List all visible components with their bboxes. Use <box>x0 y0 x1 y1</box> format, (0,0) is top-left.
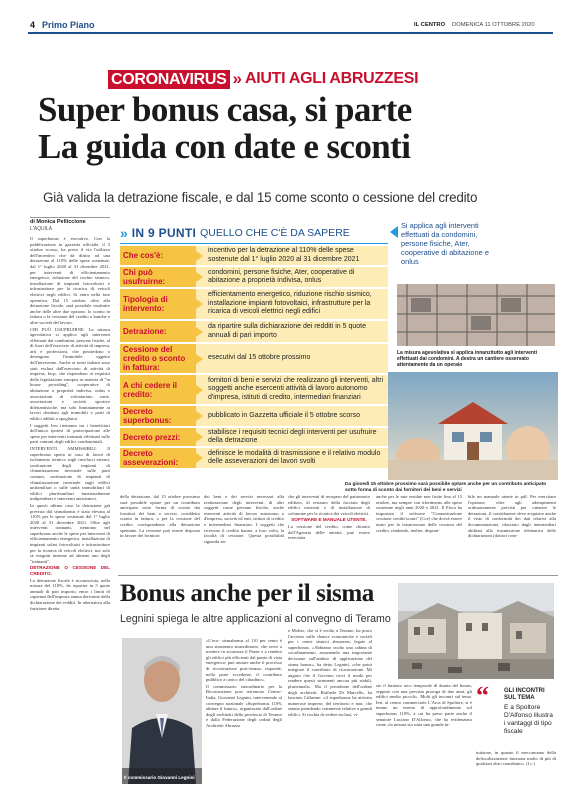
sidebar-title: GLI INCONTRI SUL TEMA <box>504 688 545 701</box>
newspaper-name: IL CENTRO <box>414 22 446 28</box>
page-number: 4 <box>30 20 36 30</box>
infobox-table <box>120 246 388 466</box>
paragraph: bile un manuale utente in pdf. Per esercitare l'opzione, oltre agli adempimenti ordinariamente previsti per ottenere le detrazioni, il contribuente deve acquisire anche il visto di conformità dei dati relativi alla documentazione, rilasciato dagli intermediari abilitati alla trasmissione telematica delle dichiarazioni (dottori com- <box>468 494 556 539</box>
infobox-title <box>120 224 350 242</box>
infobox-row <box>120 267 388 287</box>
sidebar-text: E a Spoltore D'Alfonso illustra i vantaggi di tipo fiscale <box>504 704 553 735</box>
kicker-arrows: » <box>232 69 242 88</box>
sidebar-box <box>476 681 556 735</box>
construction-photo <box>397 284 555 346</box>
infobox-row-value: incentivo per la detrazione al 110% delle spese sostenute dal 1° luglio 2020 al 31 dicembre 2021 <box>196 246 388 265</box>
commissioner-photo <box>122 638 202 784</box>
infobox-row <box>120 289 388 319</box>
article-column <box>376 683 472 788</box>
infobox-row-label: Che cos'è: <box>120 246 196 265</box>
infobox-title-rest: QUELLO CHE C'È DA SAPERE <box>200 227 350 239</box>
article-column <box>288 628 372 788</box>
photo-caption: Il commissario Giovanni Legnini <box>124 775 195 780</box>
infobox-row-value: efficientamento energetico, riduzione rischio sismico, installazione impianti fotovoltaici, infrastrutture per la ricarica di veicoli elettrici negli edifici <box>196 289 388 319</box>
infobox-row-label: Tipologia di intervento: <box>120 289 196 319</box>
secondary-headline: Bonus anche per il sisma <box>120 580 374 607</box>
kicker-subtitle: AIUTI AGLI ABRUZZESI <box>245 70 419 87</box>
infobox-row-label: Cessione del credito o sconto in fattura: <box>120 344 196 373</box>
infobox-title-bold: IN 9 PUNTI <box>131 226 197 240</box>
infobox-row-label: Decreto superbonus: <box>120 406 196 426</box>
side-note: Si applica agli interventi effettuati da condomini, persone fisiche, Ater, cooperative di abitazione e onlus <box>401 221 489 266</box>
paragraph: dei beni e dei servizi necessari alla realizzazione degli interventi, di altri soggetti come persone fisiche, anche esercenti attività di lavoro autonomo o d'impresa, società ed enti, istituti di credito e intermediari finanziari. I soggetti che ricevono il credito hanno, a loro volta, la facoltà di cessione. Questa possibilità riguarda an- <box>204 494 284 544</box>
infobox-row-value: esecutivi dal 15 ottobre prossimo <box>196 344 388 373</box>
construction-photo-image <box>397 284 555 346</box>
byline-place: L'AQUILA <box>30 226 53 232</box>
paragraph: «L'eco- sismabonus al 110 per cento è uno strumento straordinario, che serve a mettere in sicurezza il Paese e a rendere gli edifici più efficienti dal punto di vista energetico: può aiutare anche il processo di ricostruzione post-sisma» risponde, nella parte eccedente, il contributo pubblico a carico del cittadino». <box>206 638 282 683</box>
byline-rule <box>30 217 110 218</box>
note-arrow-icon <box>390 226 398 238</box>
infobox-rule <box>120 243 388 244</box>
paragraph: INTERVENTI AMMISSIBILI. Il superbonus spetta in caso di lavori di isolamento termico sugli involucri esterni, sostituzione degli impianti di climatizzazione invernale sulle parti comuni, sostituzione di impianti di climatizzazione invernale sugli edifici unifamiliari o sulle unità immobiliari di edifici plurifamiliari funzionalmente indipendenti e interventi antisismici. <box>30 445 110 502</box>
article-column <box>120 494 200 570</box>
article-deck: Già valida la detrazione fiscale, e dal 15 come sconto o cessione del credito <box>43 190 478 205</box>
article-column-1 <box>30 236 110 776</box>
article-column <box>376 494 462 570</box>
paragraph: sto il limitato arco temporale di durata del bonus, seppure con una prevista proroga di due anni, gli edifici medio piccoli». Molti gli incontri sul tema. Ieri, al centro commerciale L'Arca di Spoltore, si è tenuto un evento di approfondimento sul superbonus 110%, a cui ha preso parte anche il senatore Luciano D'Alfonso, che ha evidenziato come «la misura sia stata una grande in- <box>376 683 472 728</box>
kicker <box>108 68 418 90</box>
article-column <box>206 638 282 788</box>
subhead: DETRAZIONE O CESSIONE DEL CREDITO. <box>30 565 110 577</box>
infobox-row <box>120 321 388 342</box>
infobox-row <box>120 375 388 404</box>
paragraph: della detrazione, dal 15 ottobre prossimo sarà possibile optare per un contributo anticipato sotto forma di sconto dai fornitori dei beni o servizi, cosiddetto sconto in fattura, o per la cessione del credito corrispondente alla detrazione spettante. La cessione può essere disposta in favore dei fornitori <box>120 494 200 539</box>
article-column <box>476 750 556 790</box>
infobox-row <box>120 344 388 373</box>
article-column <box>288 494 370 570</box>
headline-line-1: Super bonus casa, si parte <box>38 90 412 129</box>
infobox-row <box>120 246 388 265</box>
earthquake-photo-image <box>398 583 554 679</box>
infobox-row-label: Decreto asseverazioni: <box>120 448 196 468</box>
infobox-row-label: Decreto prezzi: <box>120 428 196 446</box>
infobox-row-label: Chi può usufruirne: <box>120 267 196 287</box>
byline-author: di Monica Pelliccione <box>30 219 86 225</box>
secondary-deck: Legnini spiega le altre applicazioni al convegno di Teramo <box>120 613 391 625</box>
paragraph: Il superbonus è esecutivo. Con la pubblicazione in gazzetta ufficiale, il 5 ottobre scorso, ha preso il via l'utilizzo dell'incentivo che dà diritto ad una detrazione al 110% delle spese sostenute, dal 1° luglio 2020 al 31 dicembre 2021, per interventi di efficientamento energetico, riduzione del rischio sismico, installazione di impianti fotovoltaici e infrastrutture per la ricarica di veicoli elettrici negli edifici. Si entra nella fase operativa. Dal 15 ottobre, oltre alla detrazione fiscale, sarà possibile usufruire anche delle altre due opzioni: lo sconto in fattura o la cessione del credito a banche e altre società del lavoro. <box>30 236 110 325</box>
page-header <box>0 0 580 42</box>
infobox-row-label: A chi cedere il credito: <box>120 375 196 404</box>
paragraph: La cessione del credito, come chiarito dall'Agenzia delle entrate, può essere esercitata <box>288 523 370 541</box>
paragraph: In questi ultimo caso la detrazione già prevista dal sismabonus è stata elevata al 110% per le spese sostenute dal 1° luglio 2020 al 31 dicembre 2021. Oltre agli interventi trainanti, rientrano nel superbonus anche le spese per interventi di efficientamento energetico, installazione di impianti solari fotovoltaici e infrastrutture per la ricarica di veicoli elettrici, ma solo se eseguiti insieme ad almeno uno degli "trainanti". <box>30 502 110 564</box>
photo-caption: La misura agevolativa si applica innanzitutto agli interventi effettuati dai condomini. A destra un cantiere osservato attentamente da un operaio <box>397 350 538 368</box>
infobox-row <box>120 448 388 468</box>
paragraph: anche per le rate residue non fruite fino al 15 ottobre, ma sempre con riferimento alle spese sostenute negli anni 2020 e 2021. Il Fisco ha impostato il software "Comunicazione cessione crediti/sconti" (Cce) che dovrà essere usato per la trasmissione delle cessioni del credito, rendendo, inoltre, disponi- <box>376 494 462 533</box>
infobox-row-value: condomini, persone fisiche, Ater, cooperative di abitazione a proprietà indivisa, onlus <box>196 267 388 287</box>
earthquake-photo <box>398 583 554 679</box>
photo-caption: Da giovedì 15 ottobre prossimo sarà possibile optare anche per un contributo anticipato sotto forma di sconto dai fornitori dei beni e servizi <box>345 482 547 493</box>
article-column <box>204 494 284 570</box>
issue-date: DOMENICA 11 OTTOBRE 2020 <box>452 22 535 28</box>
paragraph: La detrazione fiscale è riconosciuta, nella misura del 110%, da ripartire in 5 quote annuali di pari importo, entro i limiti di capienza dell'imposta annua derivante dalla dichiarazione dei redditi. In alternativa alla fruizione diretta <box>30 577 110 611</box>
infobox-arrows: » <box>120 225 128 241</box>
commissioner-portrait-image <box>122 638 202 784</box>
infobox-row <box>120 406 388 426</box>
paragraph: I soggetti Ires rientrano tra i beneficiari dell'unica ipotesi di partecipazione alle spese per interventi trainanti effettuati sulle parti comuni degli edifici condominiali. <box>30 422 110 445</box>
subhead: SOFTWARE E MANUALE UTENTE. <box>291 517 367 523</box>
section-name: Primo Piano <box>42 20 95 30</box>
article-continuation <box>120 494 560 570</box>
infobox-row-value: definisce le modalità di trasmissione e il relativo modulo delle asseverazioni dei lavori svolti <box>196 448 388 468</box>
kicker-topic: CORONAVIRUS <box>108 70 230 89</box>
infobox-row <box>120 428 388 446</box>
section-divider <box>118 575 558 576</box>
infobox-row-label: Detrazione: <box>120 321 196 342</box>
house-model-image <box>388 372 558 480</box>
infobox-row-value: fornitori di beni e servizi che realizzano gli interventi, altri soggetti anche esercenti attività di lavoro autonomo d'impresa, istituti di credito, intermediari finanziari <box>196 375 388 404</box>
paragraph: Il commissario straordinario per la Ricostruzione post terremoto Centro-Italia, Giovanni Legnini, intervenendo al convegno nazionale «Superbonus 110% abitare il futuro», organizzato dall'ordine degli architetti della provincia di Teramo e dalla Federazione degli ordini degli Architetti Abruzzo <box>206 683 282 728</box>
paragraph: CHI PUÒ USUFRUIRNE. La misura agevolativa si applica agli interventi effettuati dai condomini, persone fisiche, al di fuori dell'esercizio di attività di impresa, arti e professioni, che possiedono o detengono l'immobile oggetto dell'intervento. Anche ai sensi italiani sono stati esclusi dall'esercizio di attività di impresa, Iacp, che rispondono ai requisiti della legislazione europea in materia di "in house providing", cooperative di abitazione a proprietà indivisa, onlus e associazioni di volontariato varie, associazioni e società sportive dilettantistiche, ma solo limitatamente ai lavori destinati agli immobili o parti di edifici adibiti a spogliatoi. <box>30 326 110 421</box>
header-rule <box>28 32 553 34</box>
infobox-row-value: pubblicato in Gazzetta ufficiale il 5 ottobre scorso <box>196 406 388 426</box>
paragraph: che gli interventi di recupero del patrimonio edilizio, di restauro della facciata degli edifici esistenti e di installazione di colonnine per la ricarica dei veicoli elettrici. <box>288 494 370 516</box>
paragraph: tuizione, in quanto il meccanismo della defiscalizzazione funziona molto di più di qualsiasi altro contributo». (l.c.) <box>476 750 556 767</box>
house-model-photo <box>388 372 558 480</box>
paragraph: e Molise, che si è svolto a Teramo, ha posto l'accento sulle chance economiche e sociali per i centri sismici abruzzesi, legate al superbonus. «Abbiamo svolto una cabina di coordinamento, assumendo una importante decisione sull'ambito di applicazione del sisma bonus», ha detto Legnini, «che potrà integrare il contributo di ricostruzione. Mi auguro che il Governo trovi il modo per rendere questi strumenti ancora più stabili, pluriennali». Ma il presidente dell'ordine degli architetti, Raffaele Di Marcello, ha lanciato l'allarme: «il superbonus ha attivato numerose imprese, del territorio e non, che stanno prendendo commesse relative a grandi edifici. Si rischia di vedere esclusi, vi- <box>288 628 372 717</box>
headline-line-2: La guida con date e sconti <box>38 127 411 166</box>
infobox-row-value: stabilisce i requisiti tecnici degli interventi per usufruire della detrazione <box>196 428 388 446</box>
infobox-row-value: da ripartire sulla dichiarazione dei redditi in 5 quote annuali di pari importo <box>196 321 388 342</box>
article-column <box>468 494 556 570</box>
quote-mark-icon: “ <box>476 681 489 710</box>
